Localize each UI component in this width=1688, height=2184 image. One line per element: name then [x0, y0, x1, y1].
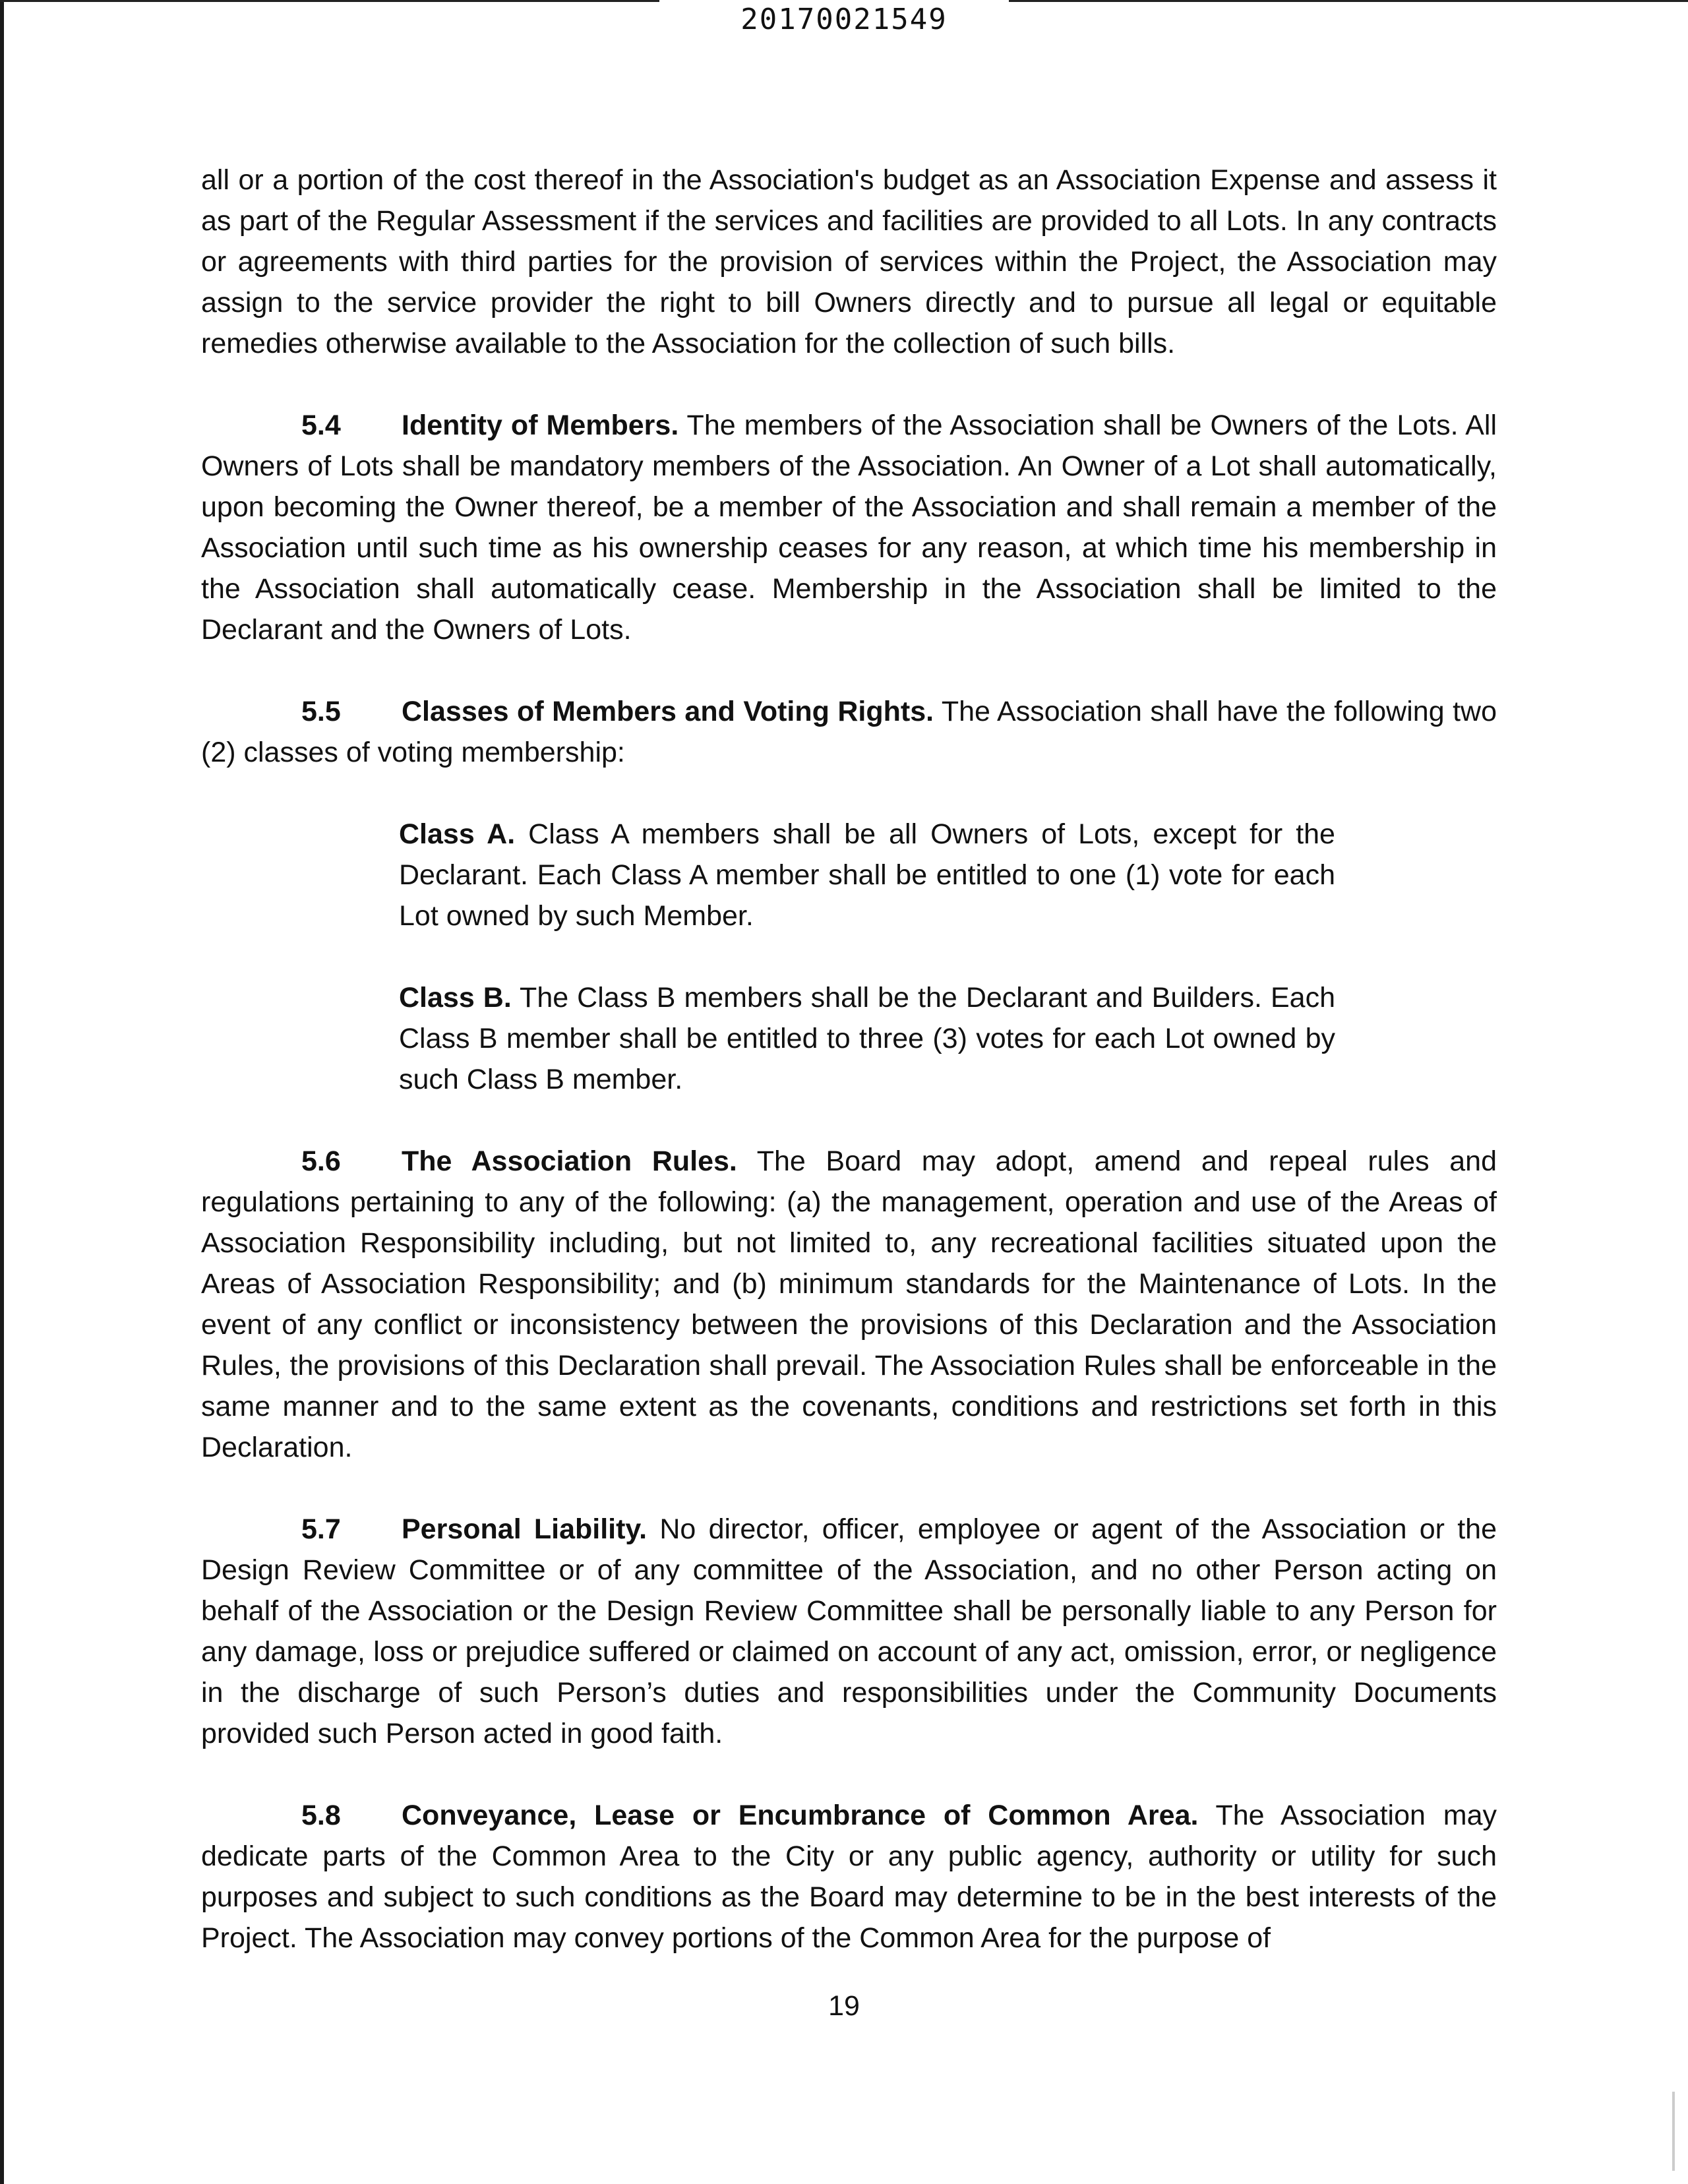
class-text: Class A members shall be all Owners of Lots, except for the Declarant. Each Class A member shall be entitled to one (1) vote for each Lot owned by such Member.	[399, 818, 1335, 932]
section-text: The Association shall have the following two (2) classes of voting membership:	[201, 696, 1497, 768]
section-5-6	[201, 1141, 1497, 1468]
top-rule-left	[0, 0, 659, 2]
section-5-4	[201, 405, 1497, 650]
document-number: 20170021549	[740, 3, 948, 36]
section-number: 5.5	[301, 696, 341, 727]
class-a-paragraph	[399, 814, 1335, 936]
section-heading: Identity of Members.	[402, 410, 679, 441]
section-heading: Conveyance, Lease or Encumbrance of Common Area.	[402, 1800, 1199, 1831]
section-text: No director, officer, employee or agent of the Association or the Design Review Committee or of any committee of the Association, and no other Person acting on behalf of the Association or the Design Review Committee shall be personally liable to any Person for any damage, loss or prejudice suffered or claimed on account of any act, omission, error, or negligence in the discharge of such Person’s duties and responsibilities under the Community Documents provided such Person acted in good faith.	[201, 1513, 1497, 1749]
section-5-8	[201, 1795, 1497, 1958]
section-number: 5.8	[301, 1800, 341, 1831]
section-text: The Board may adopt, amend and repeal rules and regulations pertaining to any of the following: (a) the management, operation and use of the Areas of Association Responsibility including, but not limited to, any recreational facilities situated upon the Areas of Association Responsibility; and (b) minimum standards for the Maintenance of Lots. In the event of any conflict or inconsistency between the provisions of this Declaration and the Association Rules, the provisions of this Declaration shall prevail. The Association Rules shall be enforceable in the same manner and to the same extent as the covenants, conditions and restrictions set forth in this Declaration.	[201, 1145, 1497, 1463]
class-text: The Class B members shall be the Declarant and Builders. Each Class B member shall be entitled to three (3) votes for each Lot owned by such Class B member.	[399, 982, 1335, 1095]
scan-edge-mark	[1672, 2092, 1675, 2171]
class-label: Class B.	[399, 982, 512, 1014]
section-number: 5.7	[301, 1513, 341, 1545]
class-b-paragraph	[399, 977, 1335, 1100]
section-5-5	[201, 691, 1497, 773]
class-label: Class A.	[399, 818, 516, 850]
section-heading: The Association Rules.	[402, 1145, 737, 1177]
document-body	[201, 160, 1497, 1999]
section-text: The members of the Association shall be Owners of the Lots. All Owners of Lots shall be mandatory members of the Association. An Owner of a Lot shall automatically, upon becoming the Owner thereof, be a member of the Association and shall remain a member of the Association until such time as his ownership ceases for any reason, at which time his membership in the Association shall automatically cease. Membership in the Association shall be limited to the Declarant and the Owners of Lots.	[201, 410, 1497, 646]
continuation-paragraph: all or a portion of the cost thereof in the Association's budget as an Association Expense and assess it as part of the Regular Assessment if the services and facilities are provided to all Lots. In any contracts or agreements with third parties for the provision of services within the Project, the Association may assign to the service provider the right to bill Owners directly and to pursue all legal or equitable remedies otherwise available to the Association for the collection of such bills.	[201, 164, 1497, 359]
page-number: 19	[828, 1990, 860, 2022]
section-number: 5.6	[301, 1145, 341, 1177]
section-number: 5.4	[301, 410, 341, 441]
scan-left-border	[0, 0, 4, 2184]
section-heading: Personal Liability.	[402, 1513, 648, 1545]
top-rule-right	[1009, 0, 1688, 2]
section-text: The Association may dedicate parts of the Common Area to the City or any public agency, authority or utility for such purposes and subject to such conditions as the Board may determine to be in the best interests of the Project. The Association may convey portions of the Common Area for the purpose of	[201, 1800, 1497, 1954]
section-heading: Classes of Members and Voting Rights.	[402, 696, 934, 727]
section-5-7	[201, 1509, 1497, 1754]
